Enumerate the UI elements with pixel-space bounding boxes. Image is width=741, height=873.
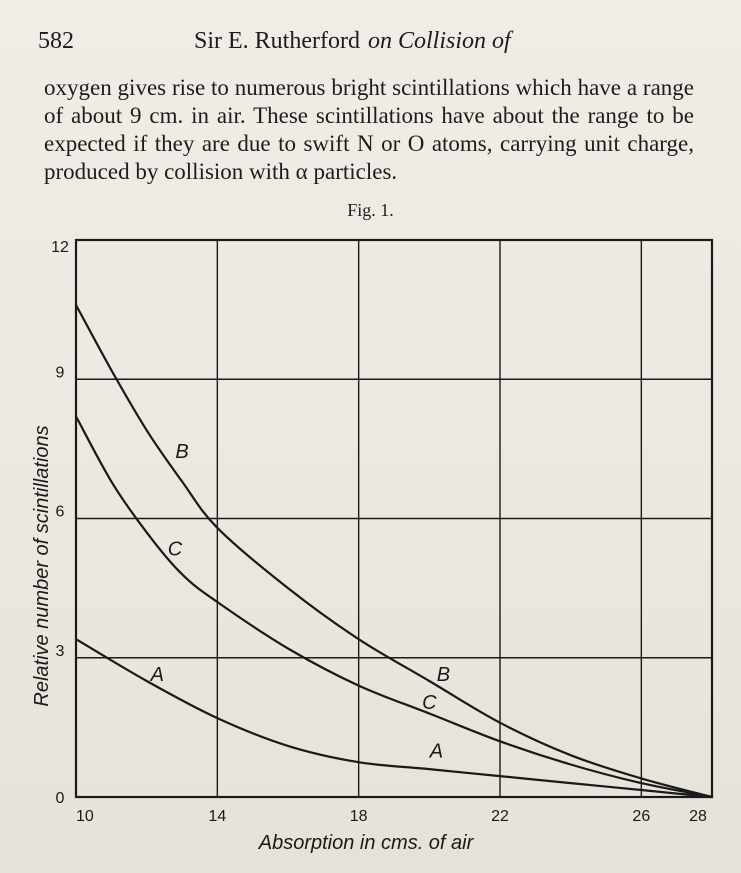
x-tick-label: 10 xyxy=(76,808,94,825)
curve-label-c: C xyxy=(422,691,437,714)
curve-label-b: B xyxy=(175,441,189,464)
chart-curve-labels xyxy=(150,441,451,762)
x-tick-label: 22 xyxy=(491,808,509,825)
curve-label-b: B xyxy=(436,663,451,686)
y-tick-label: 9 xyxy=(55,364,65,382)
curve-label-a: A xyxy=(150,663,164,686)
x-tick-label: 26 xyxy=(632,808,651,825)
running-head-author: Sir E. Rutherford xyxy=(194,28,360,54)
x-tick-label: 14 xyxy=(208,808,227,825)
y-axis-label: Relative number of scintillations xyxy=(31,425,53,707)
body-text: oxygen gives rise to numerous bright scintillations which have a range of about 9 cm. in air. These scintillations have about the range to be expected if they are due to swift N or O atoms, carrying unit charge, produced by collision with α particles. xyxy=(44,75,694,184)
x-axis-label: Absorption in cms. of air xyxy=(258,832,474,854)
y-tick-label: 0 xyxy=(55,790,65,807)
series-line-c xyxy=(76,416,712,797)
figure-caption: Fig. 1. xyxy=(347,200,394,220)
page-number: 582 xyxy=(38,28,74,54)
curve-label-c: C xyxy=(167,538,183,561)
chart-grid xyxy=(76,240,712,797)
x-tick-label: 28 xyxy=(689,808,707,825)
y-tick-label: 12 xyxy=(51,239,69,256)
running-head-title: on Collision of xyxy=(367,28,511,54)
series-line-a xyxy=(76,639,712,797)
x-tick-label: 18 xyxy=(349,808,368,825)
x-tick-labels xyxy=(76,808,707,825)
y-tick-label: 3 xyxy=(55,642,65,660)
y-tick-labels xyxy=(51,239,69,807)
y-tick-label: 6 xyxy=(55,503,65,521)
curve-label-a: A xyxy=(429,740,444,763)
